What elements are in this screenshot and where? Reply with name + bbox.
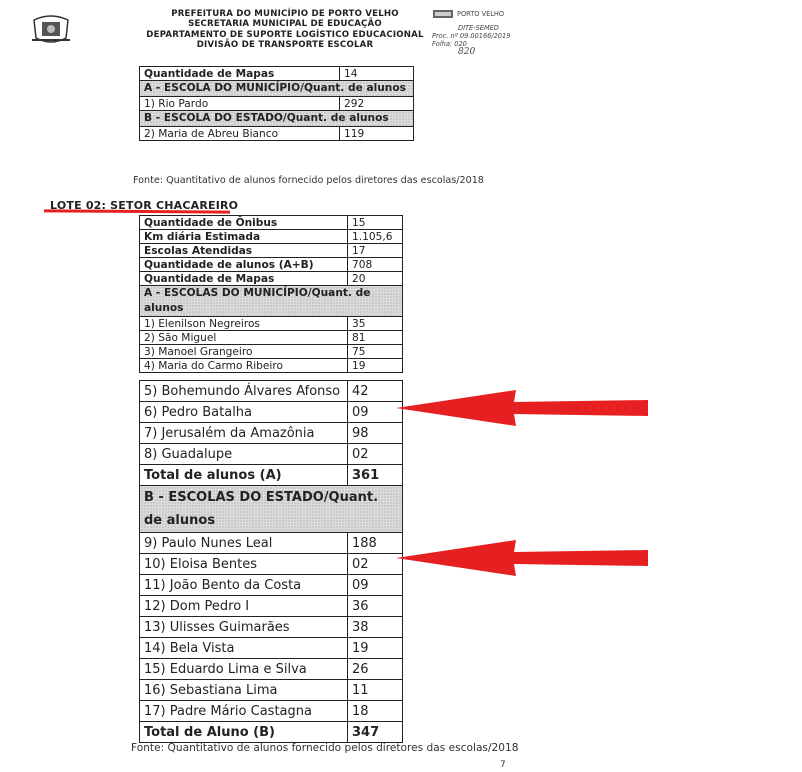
header-line: SECRETARIA MUNICIPAL DE EDUCAÇÃO: [188, 19, 382, 30]
school-name: 5) Bohemundo Álvares Afonso: [140, 381, 348, 402]
school-count: 75: [348, 345, 403, 359]
table-row: [140, 258, 403, 272]
stamp-proc: Proc. nº 09.00166/2019: [432, 32, 511, 40]
school-count: 26: [348, 659, 403, 680]
protocol-stamp: [432, 8, 522, 56]
table-row: [140, 659, 403, 680]
row-label: Km diária Estimada: [140, 230, 348, 244]
school-name: 1) Elenilson Negreiros: [140, 317, 348, 331]
total-value: 347: [348, 722, 403, 743]
table-row: [140, 244, 403, 258]
table-row: [140, 444, 403, 465]
school-name: 17) Padre Mário Castagna: [140, 701, 348, 722]
header-line: DIVISÃO DE TRANSPORTE ESCOLAR: [196, 40, 374, 51]
school-count: 35: [348, 317, 403, 331]
school-count: 188: [348, 533, 403, 554]
school-name: 11) João Bento da Costa: [140, 575, 348, 596]
lote-02-summary-table: [139, 215, 403, 373]
table-row: [140, 97, 414, 111]
school-name: 12) Dom Pedro I: [140, 596, 348, 617]
row-label: Quantidade de Ônibus: [140, 216, 348, 230]
section-header: [140, 111, 414, 127]
table-row: [140, 127, 414, 141]
row-value: 15: [348, 216, 403, 230]
school-name: 16) Sebastiana Lima: [140, 680, 348, 701]
table-row: [140, 402, 403, 423]
school-count: 02: [348, 554, 403, 575]
red-arrow-annotation: [390, 388, 652, 428]
section-header: [140, 286, 403, 317]
table-row: [140, 272, 403, 286]
total-row: [140, 465, 403, 486]
table-row: [140, 230, 403, 244]
school-name: 14) Bela Vista: [140, 638, 348, 659]
lote-title: LOTE 02: SETOR CHACAREIRO: [50, 199, 239, 212]
school-name: 13) Ulisses Guimarães: [140, 617, 348, 638]
table-row: [140, 638, 403, 659]
table-row: [140, 345, 403, 359]
school-name: 6) Pedro Batalha: [140, 402, 348, 423]
section-header: [140, 486, 403, 533]
row-value: 1.105,6: [348, 230, 403, 244]
total-value: 361: [348, 465, 403, 486]
header-line: DEPARTAMENTO DE SUPORTE LOGÍSTICO EDUCACIONAL: [146, 29, 424, 40]
school-count: 36: [348, 596, 403, 617]
section-header: [140, 81, 414, 97]
lote-01-table: [139, 66, 414, 141]
table-row: [140, 216, 403, 230]
coat-of-arms-icon: [30, 12, 72, 46]
table-row: [140, 331, 403, 345]
document-header: [120, 9, 450, 51]
school-count: 38: [348, 617, 403, 638]
row-label: Quantidade de alunos (A+B): [140, 258, 348, 272]
school-count: 11: [348, 680, 403, 701]
stamp-unit: DITE-SEMED: [458, 24, 499, 32]
school-name: 7) Jerusalém da Amazônia: [140, 423, 348, 444]
school-count: 98: [348, 423, 403, 444]
row-value: 20: [348, 272, 403, 286]
red-underline-annotation: [44, 209, 230, 213]
row-value: 14: [340, 67, 414, 81]
table-row: [140, 533, 403, 554]
table-row: [140, 381, 403, 402]
stamp-rubrica: 820: [458, 47, 476, 57]
total-label: Total de Aluno (B): [140, 722, 348, 743]
row-label: Escolas Atendidas: [140, 244, 348, 258]
page-number: 7: [500, 760, 506, 770]
total-row: [140, 722, 403, 743]
school-count: 02: [348, 444, 403, 465]
school-count: 19: [348, 638, 403, 659]
porto-velho-logo-icon: [432, 8, 454, 20]
section-b-title: B - ESCOLA DO ESTADO/Quant. de alunos: [140, 111, 414, 127]
school-count: 09: [348, 402, 403, 423]
table-row: [140, 67, 414, 81]
section-b-title: B - ESCOLAS DO ESTADO/Quant. de alunos: [140, 486, 403, 533]
red-arrow-annotation: [390, 538, 652, 578]
section-a-title: A - ESCOLA DO MUNICÍPIO/Quant. de alunos: [140, 81, 414, 97]
school-count: 19: [348, 359, 403, 373]
table-row: [140, 617, 403, 638]
table-row: [140, 701, 403, 722]
row-label: Quantidade de Mapas: [140, 67, 340, 81]
school-name: 10) Eloisa Bentes: [140, 554, 348, 575]
table-row: [140, 575, 403, 596]
stamp-folha: Folha: 020: [432, 40, 467, 48]
school-count: 42: [348, 381, 403, 402]
school-name: 2) São Miguel: [140, 331, 348, 345]
lote-02-schools-table: [139, 380, 403, 743]
stamp-org: PORTO VELHO: [457, 10, 505, 18]
source-note: Fonte: Quantitativo de alunos fornecido pelos diretores das escolas/2018: [131, 742, 519, 754]
total-label: Total de alunos (A): [140, 465, 348, 486]
table-row: [140, 596, 403, 617]
school-count: 292: [340, 97, 414, 111]
school-name: 1) Rio Pardo: [140, 97, 340, 111]
table-row: [140, 423, 403, 444]
school-name: 2) Maria de Abreu Bianco: [140, 127, 340, 141]
school-name: 8) Guadalupe: [140, 444, 348, 465]
school-count: 18: [348, 701, 403, 722]
school-name: 15) Eduardo Lima e Silva: [140, 659, 348, 680]
school-count: 09: [348, 575, 403, 596]
school-name: 3) Manoel Grangeiro: [140, 345, 348, 359]
section-a-title: A - ESCOLAS DO MUNICÍPIO/Quant. de alunos: [140, 286, 403, 317]
row-label: Quantidade de Mapas: [140, 272, 348, 286]
table-row: [140, 680, 403, 701]
header-line: PREFEITURA DO MUNICÍPIO DE PORTO VELHO: [171, 9, 399, 19]
source-note: Fonte: Quantitativo de alunos fornecido pelos diretores das escolas/2018: [133, 175, 484, 186]
row-value: 17: [348, 244, 403, 258]
row-value: 708: [348, 258, 403, 272]
table-row: [140, 317, 403, 331]
table-row: [140, 554, 403, 575]
table-row: [140, 359, 403, 373]
school-name: 4) Maria do Carmo Ribeiro: [140, 359, 348, 373]
school-count: 81: [348, 331, 403, 345]
school-count: 119: [340, 127, 414, 141]
school-name: 9) Paulo Nunes Leal: [140, 533, 348, 554]
